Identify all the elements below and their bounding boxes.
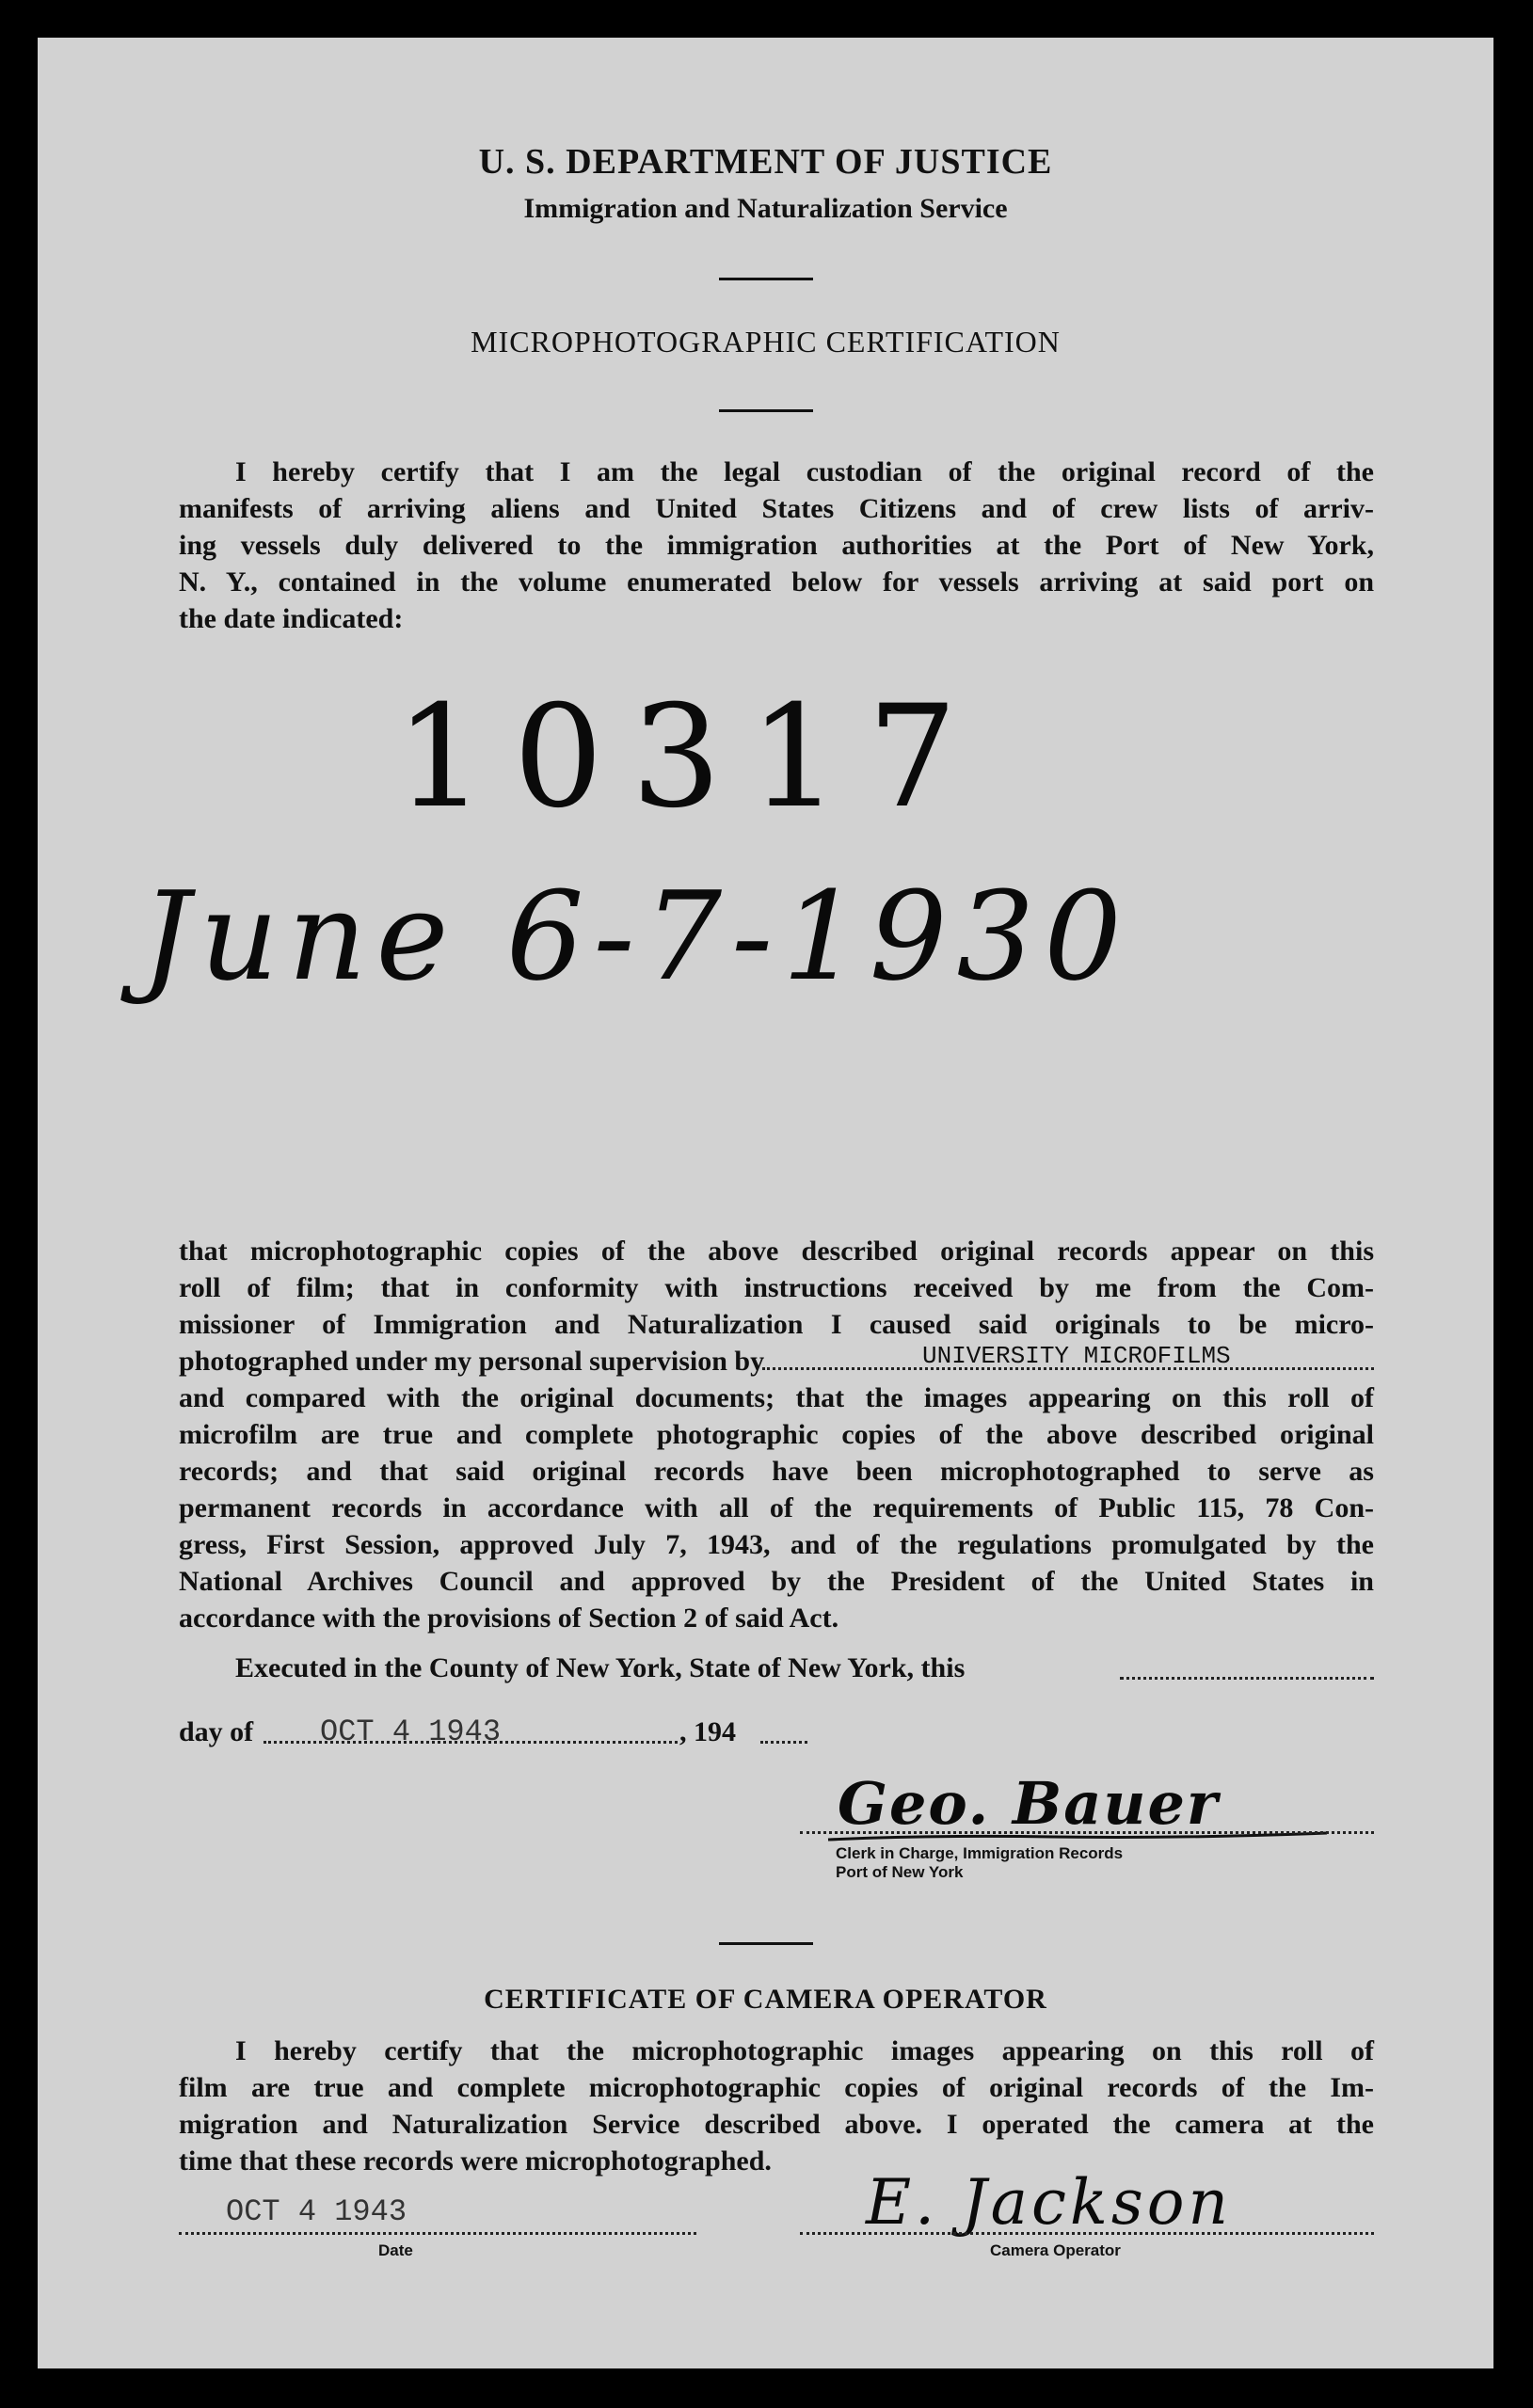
camera-certificate-heading: CERTIFICATE OF CAMERA OPERATOR <box>484 1984 1047 2015</box>
typed-company-name: UNIVERSITY MICROFILMS <box>922 1342 1231 1370</box>
divider-rule <box>719 278 813 280</box>
divider-rule <box>719 409 813 412</box>
body-line: permanent records in accordance with all of the requirements of Public 115, 78 Con- <box>179 1492 1374 1523</box>
camera-line: migration and Naturalization Service described above. I operated the camera at the <box>179 2109 1374 2140</box>
clerk-signature: Geo. Bauer <box>838 1769 1220 1838</box>
body-line: accordance with the provisions of Section 2 of said Act. <box>179 1603 839 1634</box>
executed-statement: Executed in the County of New York, State of New York, this <box>235 1652 966 1683</box>
camera-date-dotted-line <box>179 2232 696 2235</box>
body-line: that microphotographic copies of the above described original records appear on this <box>179 1236 1374 1267</box>
clerk-title-line2: Port of New York <box>836 1863 964 1881</box>
body-line: records; and that said original records have been microphotographed to serve as <box>179 1456 1374 1487</box>
body-line: roll of film; that in conformity with instructions received by me from the Com- <box>179 1272 1374 1303</box>
executed-dotted-line <box>1120 1677 1374 1680</box>
intro-line: ing vessels duly delivered to the immigration authorities at the Port of New York, <box>179 530 1374 561</box>
camera-line: film are true and complete microphotographic copies of original records of the Im- <box>179 2072 1374 2103</box>
camera-paragraph <box>179 2033 1374 2179</box>
handwritten-volume-number: 10317 <box>395 676 986 839</box>
year-prefix: , 194 <box>679 1716 736 1747</box>
intro-line: the date indicated: <box>179 603 404 634</box>
camera-operator-dotted-line <box>800 2232 1374 2235</box>
camera-line: I hereby certify that the microphotographic images appearing on this roll of <box>235 2035 1374 2066</box>
day-of-label: day of <box>179 1716 254 1747</box>
clerk-dotted-line <box>800 1831 1374 1834</box>
body-line: microfilm are true and complete photographic copies of the above described original <box>179 1419 1374 1450</box>
camera-operator-signature: E. Jackson <box>866 2166 1233 2239</box>
intro-paragraph <box>179 454 1374 637</box>
handwritten-date: June 6-7-1930 <box>141 865 1131 1008</box>
department-heading: U. S. DEPARTMENT OF JUSTICE <box>478 142 1053 182</box>
intro-line: N. Y., contained in the volume enumerated below for vessels arriving at said port on <box>179 566 1374 598</box>
certification-title: MICROPHOTOGRAPHIC CERTIFICATION <box>471 325 1061 359</box>
camera-line: time that these records were microphotographed. <box>179 2145 772 2177</box>
body-paragraph <box>179 1233 1374 1636</box>
date-stamp: OCT 4 1943 <box>320 1714 502 1749</box>
camera-date-stamp: OCT 4 1943 <box>226 2194 407 2229</box>
body-line: missioner of Immigration and Naturalization I caused said originals to be micro- <box>179 1309 1374 1340</box>
body-line: and compared with the original documents; that the images appearing on this roll of <box>179 1382 1374 1413</box>
body-line: National Archives Council and approved by the President of the United States in <box>179 1566 1374 1597</box>
year-dotted-line <box>760 1741 807 1744</box>
document-sheet <box>38 38 1493 2368</box>
camera-operator-label: Camera Operator <box>990 2241 1121 2259</box>
clerk-title-line1: Clerk in Charge, Immigration Records <box>836 1844 1124 1862</box>
body-line: photographed under my personal supervision by <box>179 1346 765 1377</box>
intro-line: I hereby certify that I am the legal custodian of the original record of the <box>235 456 1374 487</box>
intro-line: manifests of arriving aliens and United States Citizens and of crew lists of arriv- <box>179 493 1374 524</box>
body-line: gress, First Session, approved July 7, 1943, and of the regulations promulgated by the <box>179 1529 1374 1560</box>
divider-rule <box>719 1942 813 1945</box>
service-subheading: Immigration and Naturalization Service <box>523 193 1008 224</box>
camera-date-label: Date <box>378 2241 413 2259</box>
